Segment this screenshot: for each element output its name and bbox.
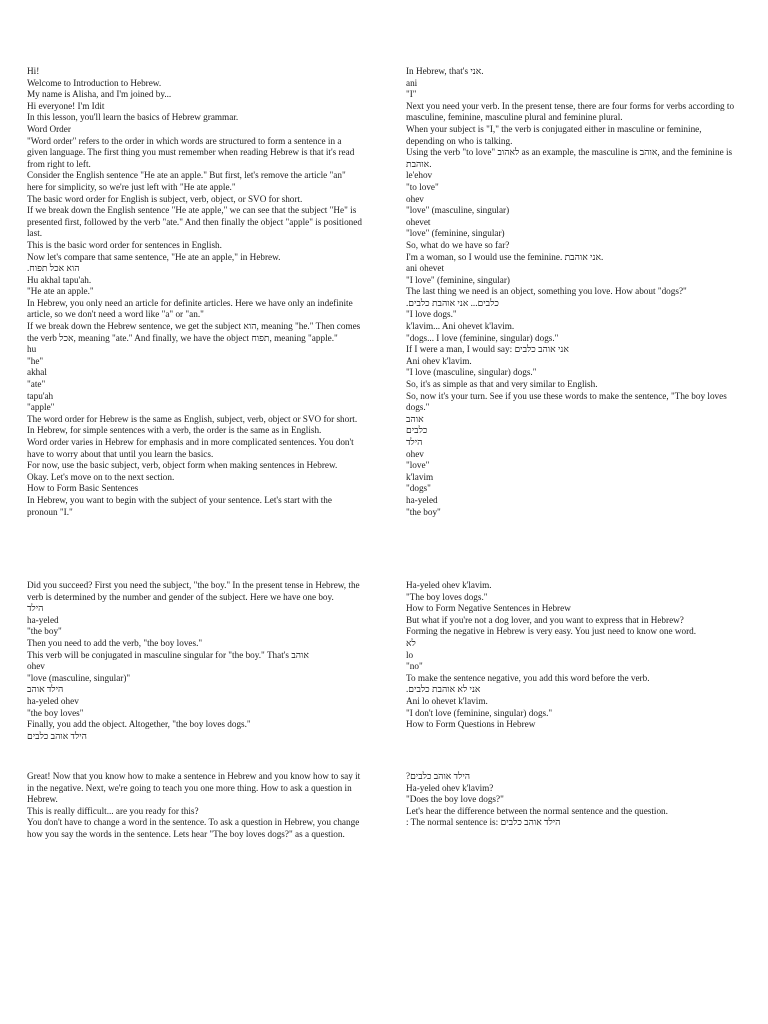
text-line: "I love dogs."	[406, 309, 457, 320]
text-block-negative-sentences	[406, 580, 741, 731]
text-line: hu	[27, 344, 37, 355]
text-line: "He ate an apple."	[27, 286, 94, 297]
text-line: Ha-yeled ohev k'lavim.	[406, 580, 492, 590]
text-line: כלבים	[406, 425, 428, 436]
text-line: "I love (masculine, singular) dogs."	[406, 367, 537, 378]
text-line: "he"	[27, 355, 44, 366]
text-line: הילד	[406, 437, 423, 447]
text-line: "the boy"	[406, 506, 441, 517]
text-line: "love" (feminine, singular)	[406, 228, 505, 239]
text-line: If we break down the Hebrew sentence, we get the subject הוא, meaning "he." Then comes the verb אכל, meaning "ate." And finally, we have the object תפוח, meaning "apple."	[27, 321, 361, 343]
text-line: The basic word order for English is subject, verb, object, or SVO for short.	[27, 193, 303, 204]
text-line: "the boy loves"	[27, 707, 84, 718]
text-line: "I don't love (feminine, singular) dogs."	[406, 707, 553, 718]
text-line: "dogs... I love (feminine, singular) dogs."	[406, 332, 559, 343]
text-line: אוהב	[406, 413, 424, 424]
text-line: Ani lo ohevet k'lavim.	[406, 695, 488, 706]
text-line: Ani ohev k'lavim.	[406, 355, 472, 366]
text-line: Finally, you add the object. Altogether, "the boy loves dogs."	[27, 719, 251, 730]
text-line: הילד	[27, 603, 44, 614]
text-line: le'ehov	[406, 170, 433, 181]
text-line: ani ohevet	[406, 263, 445, 274]
text-line: ohev	[406, 448, 424, 459]
text-line: ani	[406, 77, 418, 88]
text-line: "the boy"	[27, 626, 62, 637]
text-line: Next you need your verb. In the present tense, there are four forms for verbs according to masculine, feminine, masculine plural and feminine plural.	[406, 100, 735, 123]
text-line: Word order varies in Hebrew for emphasis and in more complicated sentences. You don't have to worry about that until you learn the basics.	[27, 437, 354, 459]
text-line: ohev	[27, 661, 45, 672]
text-line: Using the verb "to love" לאהוב as an example, the masculine is אוהב, and the feminine is אוהבת.	[406, 147, 733, 169]
text-line: Welcome to Introduction to Hebrew.	[27, 77, 162, 88]
text-line: : The normal sentence is: הילד אוהב כלבים	[406, 817, 561, 828]
text-line: When your subject is "I," the verb is conjugated either in masculine or feminine, depending on who is talking.	[406, 123, 702, 146]
text-line: "no"	[406, 661, 423, 672]
text-line: Forming the negative in Hebrew is very easy. You just need to know one word.	[406, 626, 697, 637]
text-line: So, now it's your turn. See if you use these words to make the sentence, "The boy loves dogs."	[406, 390, 727, 413]
text-line: Great! Now that you know how to make a sentence in Hebrew and you know how to say it in the negative. Next, we're going to teach you one more thing. How to ask a question in Hebrew.	[27, 771, 361, 805]
text-line: Did you succeed? First you need the subject, "the boy." In the present tense in Hebrew, the verb is determined by the number and gender of the subject. Here we have one boy.	[27, 580, 360, 602]
text-line: The word order for Hebrew is the same as English, subject, verb, object or SVO for short.	[27, 413, 358, 424]
text-block-questions-intro	[27, 771, 362, 841]
text-block-boy-loves-dogs	[27, 580, 362, 742]
text-line: In Hebrew, you only need an article for definite articles. Here we have only an indefinite article, so we don't need a word like "a" or "an."	[27, 297, 353, 320]
text-line: הילד אוהב	[27, 684, 64, 695]
text-line: הוא אכל תפוח.	[27, 263, 80, 274]
text-line: This is the basic word order for sentences in English.	[27, 239, 222, 250]
text-line: For now, use the basic subject, verb, object form when making sentences in Hebrew.	[27, 460, 338, 471]
text-line: ha-yeled	[406, 494, 438, 505]
text-line: Then you need to add the verb, "the boy loves."	[27, 637, 203, 648]
text-line: לא	[406, 637, 416, 648]
text-line: How to Form Negative Sentences in Hebrew	[406, 603, 571, 614]
text-line: Word Order	[27, 123, 71, 134]
text-line: ha-yeled	[27, 614, 59, 625]
text-line: "Does the boy love dogs?"	[406, 794, 504, 805]
text-line: lo	[406, 649, 414, 660]
text-line: How to Form Questions in Hebrew	[406, 719, 536, 730]
text-line: "love"	[406, 460, 430, 471]
text-line: Hi!	[27, 66, 40, 76]
text-line: ohevet	[406, 216, 431, 227]
text-block-intro-word-order	[27, 66, 362, 518]
text-line: The last thing we need is an object, something you love. How about "dogs?"	[406, 286, 687, 297]
text-line: "to love"	[406, 181, 439, 192]
text-line: If we break down the English sentence "He ate apple," we can see that the subject "He" is presented first, followed by the verb "ate." And then finally the object "apple" is positioned last.	[27, 205, 362, 239]
text-line: You don't have to change a word in the sentence. To ask a question in Hebrew, you change how you say the words in the sentence. Lets hear "The boy loves dogs?" as a question.	[27, 817, 360, 839]
text-line: In Hebrew, that's אני.	[406, 66, 484, 76]
text-line: I'm a woman, so I would use the feminine. אני אוהבת.	[406, 251, 604, 262]
text-block-subject-verb-object	[406, 66, 741, 518]
text-line: k'lavim	[406, 471, 434, 482]
text-line: k'lavim... Ani ohevet k'lavim.	[406, 321, 515, 332]
text-line: In this lesson, you'll learn the basics of Hebrew grammar.	[27, 112, 239, 123]
text-line: So, it's as simple as that and very similar to English.	[406, 379, 598, 390]
text-line: "I love" (feminine, singular)	[406, 274, 510, 285]
text-line: הילד אוהב כלבים	[27, 730, 87, 741]
text-line: Okay. Let's move on to the next section.	[27, 471, 175, 482]
text-line: In Hebrew, for simple sentences with a verb, the order is the same as in English.	[27, 425, 322, 436]
text-line: In Hebrew, you want to begin with the subject of your sentence. Let's start with the pronoun "I."	[27, 494, 332, 517]
text-line: "Word order" refers to the order in which words are structured to form a sentence in a given language. The first thing you must remember when reading Hebrew is that it's read from right to left.	[27, 135, 355, 169]
text-line: "The boy loves dogs."	[406, 591, 488, 602]
text-line: So, what do we have so far?	[406, 239, 510, 250]
text-block-question-example	[406, 771, 741, 829]
text-line: "love (masculine, singular)"	[27, 672, 131, 683]
text-line: But what if you're not a dog lover, and you want to express that in Hebrew?	[406, 614, 684, 625]
text-line: My name is Alisha, and I'm joined by...	[27, 89, 172, 100]
text-line: This verb will be conjugated in masculine singular for "the boy." That's אוהב	[27, 649, 309, 660]
text-line: "I"	[406, 89, 417, 100]
text-line: "ate"	[27, 379, 46, 390]
text-line: "love" (masculine, singular)	[406, 205, 510, 216]
text-line: Hi everyone! I'm Idit	[27, 100, 105, 111]
text-line: Consider the English sentence "He ate an apple." But first, let's remove the article "an" here for simplicity, so we're just left with "He ate apple."	[27, 170, 346, 192]
text-line: Hu akhal tapu'ah.	[27, 274, 92, 285]
text-line: ohev	[406, 193, 424, 204]
text-line: אני לא אוהבת כלבים.	[406, 684, 481, 695]
text-line: ha-yeled ohev	[27, 695, 79, 706]
text-line: "apple"	[27, 402, 55, 413]
text-line: Ha-yeled ohev k'lavim?	[406, 782, 494, 793]
text-line: tapu'ah	[27, 390, 54, 401]
text-line: How to Form Basic Sentences	[27, 483, 139, 494]
text-line: "dogs"	[406, 483, 431, 494]
text-line: To make the sentence negative, you add this word before the verb.	[406, 672, 650, 683]
text-line: This is really difficult... are you ready for this?	[27, 805, 199, 816]
text-line: כלבים... אני אוהבת כלבים.	[406, 297, 499, 308]
text-line: If I were a man, I would say: אני אוהב כלבים	[406, 344, 569, 355]
text-line: Now let's compare that same sentence, "He ate an apple," in Hebrew.	[27, 251, 281, 262]
text-line: akhal	[27, 367, 47, 378]
text-line: הילד אוהב כלבים?	[406, 771, 471, 781]
text-line: Let's hear the difference between the normal sentence and the question.	[406, 805, 668, 816]
